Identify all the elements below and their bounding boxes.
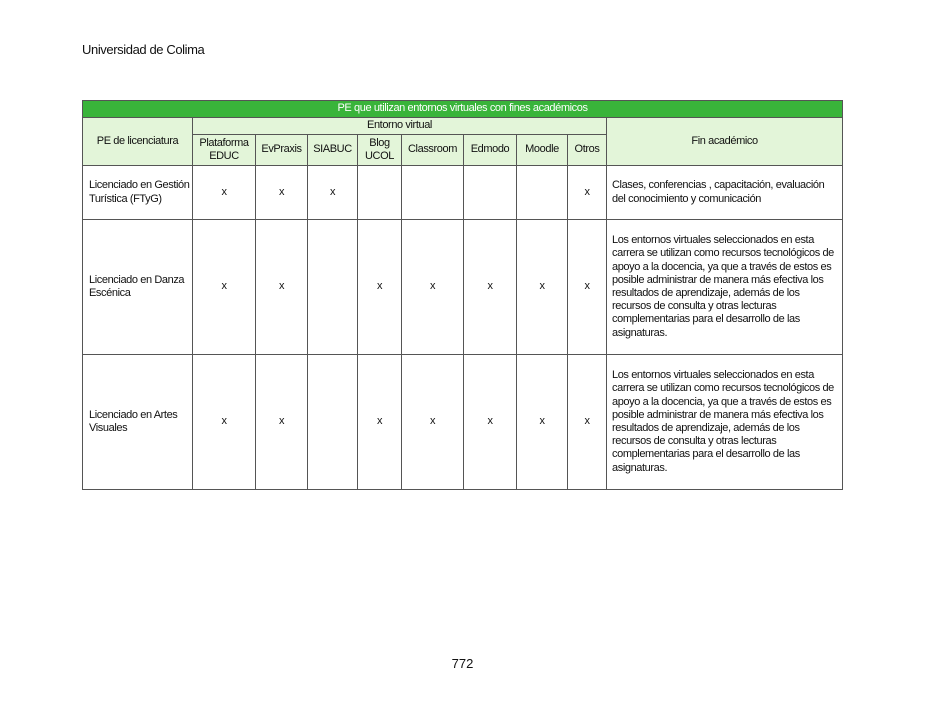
mark-cell: x [402,355,464,490]
fin-academico-cell: Los entornos virtuales seleccionados en esta carrera se utilizan como recursos tecnológicos de apoyo a la docencia, ya que a través de estos es posible administrar de manera más efectiva los resultados de aprendizaje, además de los recursos de consulta y otras lecturas complementarias para el desarrollo de las asignaturas. [607,220,843,355]
table-row [83,220,843,355]
mark-cell: x [568,355,607,490]
column-group-entorno-virtual: Entorno virtual [193,118,607,135]
fin-academico-cell: Los entornos virtuales seleccionados en esta carrera se utilizan como recursos tecnológicos de apoyo a la docencia, ya que a través de estos es posible administrar de manera más efectiva los resultados de aprendizaje, además de los recursos de consulta y otras lecturas complementarias para el desarrollo de las asignaturas. [607,355,843,490]
column-header-platform: Blog UCOL [358,135,402,166]
mark-cell: x [193,166,256,220]
mark-cell [308,355,358,490]
pe-name-cell: Licenciado en Danza Escénica [83,220,193,355]
mark-cell [517,166,568,220]
mark-cell: x [464,220,517,355]
mark-cell: x [568,166,607,220]
pe-name-cell: Licenciado en Gestión Turística (FTyG) [83,166,193,220]
mark-cell: x [402,220,464,355]
column-header-fin-academico: Fin académico [607,118,843,166]
page-number: 772 [451,656,474,671]
column-header-platform: Classroom [402,135,464,166]
mark-cell: x [464,355,517,490]
mark-cell [464,166,517,220]
table-row [83,355,843,490]
column-header-platform: Moodle [517,135,568,166]
mark-cell: x [256,166,308,220]
mark-cell: x [358,220,402,355]
table-title: PE que utilizan entornos virtuales con fines académicos [83,101,843,118]
mark-cell [308,220,358,355]
mark-cell: x [517,220,568,355]
mark-cell: x [308,166,358,220]
column-header-pe: PE de licenciatura [83,118,193,166]
column-header-platform: EvPraxis [256,135,308,166]
fin-academico-cell: Clases, conferencias , capacitación, evaluación del conocimiento y comunicación [607,166,843,220]
mark-cell: x [358,355,402,490]
column-header-platform: SIABUC [308,135,358,166]
mark-cell: x [193,355,256,490]
mark-cell: x [517,355,568,490]
mark-cell: x [193,220,256,355]
column-header-platform: Plataforma EDUC [193,135,256,166]
mark-cell: x [256,220,308,355]
column-header-platform: Edmodo [464,135,517,166]
table-row [83,166,843,220]
pe-name-cell: Licenciado en Artes Visuales [83,355,193,490]
mark-cell: x [568,220,607,355]
mark-cell [402,166,464,220]
mark-cell [358,166,402,220]
virtual-environments-table [82,100,843,490]
page-header: Universidad de Colima [82,42,205,57]
mark-cell: x [256,355,308,490]
column-header-platform: Otros [568,135,607,166]
